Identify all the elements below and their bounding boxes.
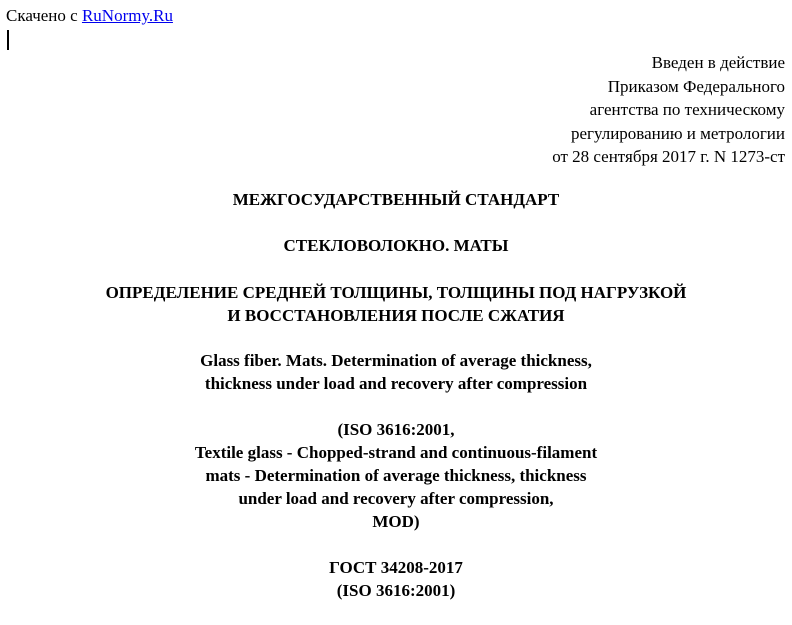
- iso-reference-line: (ISO 3616:2001,: [337, 420, 455, 439]
- source-line: [6, 6, 173, 26]
- iso-reference-line: Textile glass - Chopped-strand and continuous-filament: [194, 443, 598, 462]
- standard-designation-line: ГОСТ 34208-2017: [329, 558, 463, 577]
- subject-text: СТЕКЛОВОЛОКНО. МАТЫ: [283, 236, 509, 255]
- enacted-line: регулированию и метрологии: [570, 123, 785, 143]
- standard-designation: [0, 556, 792, 602]
- enacted-line: Приказом Федерального: [607, 76, 785, 96]
- enacted-line: Введен в действие: [651, 53, 785, 72]
- title-russian-line: И ВОССТАНОВЛЕНИЯ ПОСЛЕ СЖАТИЯ: [227, 306, 565, 325]
- iso-reference-line: MOD): [372, 512, 420, 531]
- source-prefix: Скачено с: [6, 6, 82, 25]
- subject-heading: [0, 234, 792, 257]
- title-english: [0, 349, 792, 395]
- interstate-standard-text: МЕЖГОСУДАРСТВЕННЫЙ СТАНДАРТ: [232, 190, 560, 209]
- title-russian: [0, 281, 792, 327]
- title-english-line: thickness under load and recovery after compression: [204, 374, 588, 393]
- enacted-line: от 28 сентября 2017 г. N 1273-ст: [552, 147, 785, 166]
- standard-designation-line: (ISO 3616:2001): [336, 581, 456, 600]
- iso-reference-line: under load and recovery after compression,: [238, 489, 554, 508]
- iso-reference: [0, 418, 792, 533]
- iso-reference-line: mats - Determination of average thickness, thickness: [205, 466, 587, 485]
- title-russian-line: ОПРЕДЕЛЕНИЕ СРЕДНЕЙ ТОЛЩИНЫ, ТОЛЩИНЫ ПОД НАГРУЗКОЙ: [105, 283, 687, 302]
- source-link[interactable]: RuNormy.Ru: [81, 6, 173, 25]
- enacted-line: агентства по техническому: [589, 100, 785, 119]
- interstate-standard-heading: [0, 188, 792, 211]
- enacted-block: [552, 51, 785, 169]
- text-cursor: [7, 30, 9, 50]
- title-english-line: Glass fiber. Mats. Determination of average thickness,: [200, 351, 592, 370]
